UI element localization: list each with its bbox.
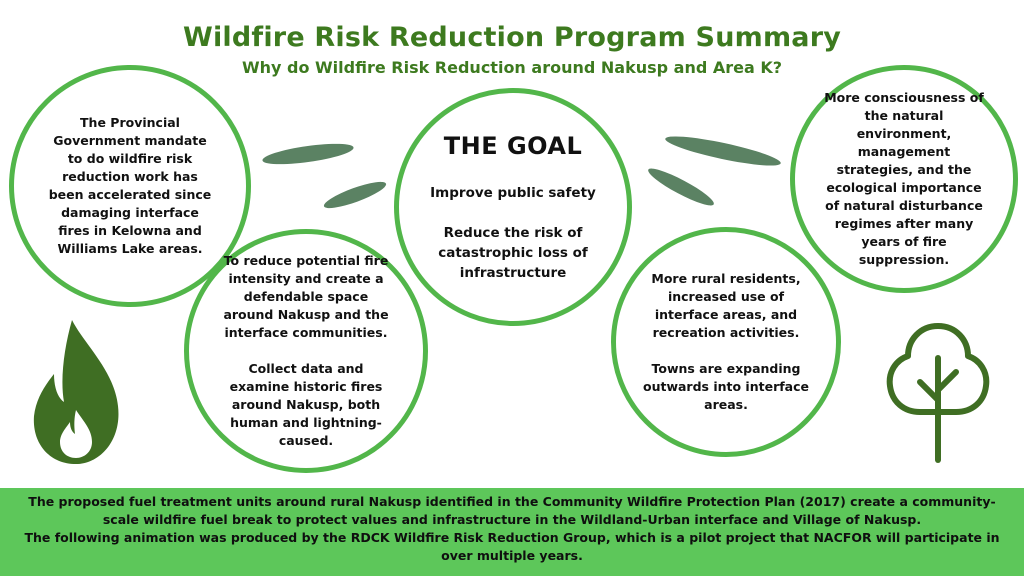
page-title: Wildfire Risk Reduction Program Summary — [182, 22, 842, 53]
circle-natural-environment — [790, 65, 1018, 293]
flame-icon — [28, 318, 124, 466]
tree-icon — [876, 318, 1000, 468]
banner-text-2: The following animation was produced by the RDCK Wildfire Risk Reduction Group, which is a pilot project that NACFOR will participate in over multiple years. — [24, 530, 1000, 563]
brush-stroke-left-lower — [322, 177, 389, 213]
goal-heading: THE GOAL — [443, 132, 583, 160]
goal-item-1: Improve public safety — [430, 185, 596, 201]
circle-rural-residents — [611, 227, 841, 457]
goal-item-2: Reduce the risk of catastrophic loss of infrastructure — [438, 225, 588, 281]
banner-text-1: The proposed fuel treatment units around rural Nakusp identified in the Community Wildfire Protection Plan (2017) create a community-scale wildfire fuel break to protect values and infrastructure in the Wildland-Urban interface and Village of Nakusp. — [28, 494, 996, 527]
summary-banner — [0, 488, 1024, 576]
circle-the-goal — [394, 88, 632, 326]
brush-stroke-right-lower — [645, 163, 717, 210]
circle-text-2: Towns are expanding outwards into interface areas. — [642, 361, 809, 412]
circle-text: More consciousness of the natural environment, management strategies, and the ecological importance of natural disturbance regimes after many years of fire suppression. — [824, 90, 984, 267]
brush-stroke-right-upper — [664, 131, 783, 171]
brush-stroke-left-upper — [261, 140, 354, 169]
page-subtitle: Why do Wildfire Risk Reduction around Nakusp and Area K? — [241, 58, 783, 77]
circle-text-2: Collect data and examine historic fires around Nakusp, both human and lightning-caused. — [229, 361, 383, 448]
circle-text: The Provincial Government mandate to do wildfire risk reduction work has been accelerated since damaging interface fires in Kelowna and Williams Lake areas. — [48, 115, 212, 256]
circle-reduce-intensity — [184, 229, 428, 473]
circle-text-1: To reduce potential fire intensity and create a defendable space around Nakusp and the interface communities. — [223, 253, 389, 340]
circle-text-1: More rural residents, increased use of interface areas, and recreation activities. — [651, 271, 801, 340]
